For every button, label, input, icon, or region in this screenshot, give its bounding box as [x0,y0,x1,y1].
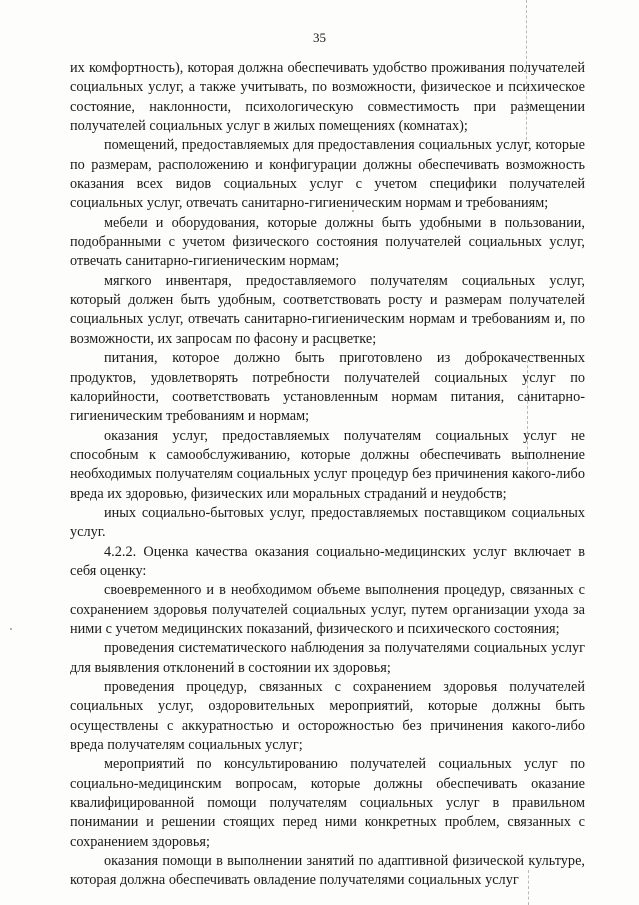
paragraph-adaptive-physical-culture: оказания помощи в выполнении занятий по адаптивной физической культуре, которая должна обеспечивать овладение получателями социальных услуг [70,853,585,889]
paragraph-consulting: мероприятий по консультированию получателей социальных услуг по социально-медицинским вопросам, которые должны обеспечивать оказание квалифицированной помощи получателям социальных услуг в правильном понимании и решении стоящих перед ними конкретных проблем, связанных с сохранением здоровья; [70,756,585,850]
paragraph-other-services: иных социально-бытовых услуг, предоставляемых поставщиком социальных услуг. [70,504,585,541]
paragraph-monitoring: проведения систематического наблюдения за получателями социальных услуг для выявления отклонений в состоянии их здоровья; [70,640,585,676]
scan-speck [10,628,12,630]
paragraph-health-procedures: проведения процедур, связанных с сохранением здоровья получателей социальных услуг, оздоровительных мероприятий, которые должны быть осуществлены с аккуратностью и осторожностью без причинения какого-либо вреда получателям социальных услуг; [70,679,585,754]
document-body [70,59,585,891]
paragraph-nutrition: питания, которое должно быть приготовлено из доброкачественных продуктов, удовлетворять потребности получателей социальных услуг по калорийности, соответствовать установленным нормам питания, санитарно-гигиеническим требованиям и нормам; [70,350,585,425]
paragraph-soft-inventory: мягкого инвентаря, предоставляемого получателям социальных услуг, который должен быть удобным, соответствовать росту и размерам получателей социальных услуг, отвечать санитарно-гигиеническим нормам и требованиям и, по возможности, их запросам по фасону и расцветке; [70,272,585,347]
paragraph-premises: помещений, предоставляемых для предоставления социальных услуг, которые по размерам, расположению и конфигурации должны обеспечивать возможность оказания всех видов социальных услуг с учетом специфики получателей социальных услуг, отвечать санитарно-гигиеническим нормам и требованиям; [70,137,585,212]
paragraph-furniture: мебели и оборудования, которые должны быть удобными в пользовании, подобранными с учетом физического состояния получателей социальных услуг, отвечать санитарно-гигиеническим нормам; [70,214,585,270]
page-number: 35 [313,30,326,45]
paragraph-care-services: оказания услуг, предоставляемых получателям социальных услуг не способным к самообслуживанию, которые должны обеспечивать выполнение необходимых получателям социальных услуг процедур без причинения какого-либо вреда их здоровью, физических или моральных страданий и неудобств; [70,427,585,502]
paragraph-section-4-2-2: 4.2.2. Оценка качества оказания социально-медицинских услуг включает в себя оценку: [70,543,585,579]
paragraph-procedures-timely: своевременного и в необходимом объеме выполнения процедур, связанных с сохранением здоровья получателей социальных услуг, путем организации ухода за ними с учетом медицинских показаний, физического и психического состояния; [70,582,585,637]
paragraph-comfort: их комфортность), которая должна обеспечивать удобство проживания получателей социальных услуг, а также учитывать, по возможности, физическое и психическое состояние, наклонности, психологическую совместимость при размещении получателей социальных услуг в жилых помещениях (комнатах); [70,60,585,135]
